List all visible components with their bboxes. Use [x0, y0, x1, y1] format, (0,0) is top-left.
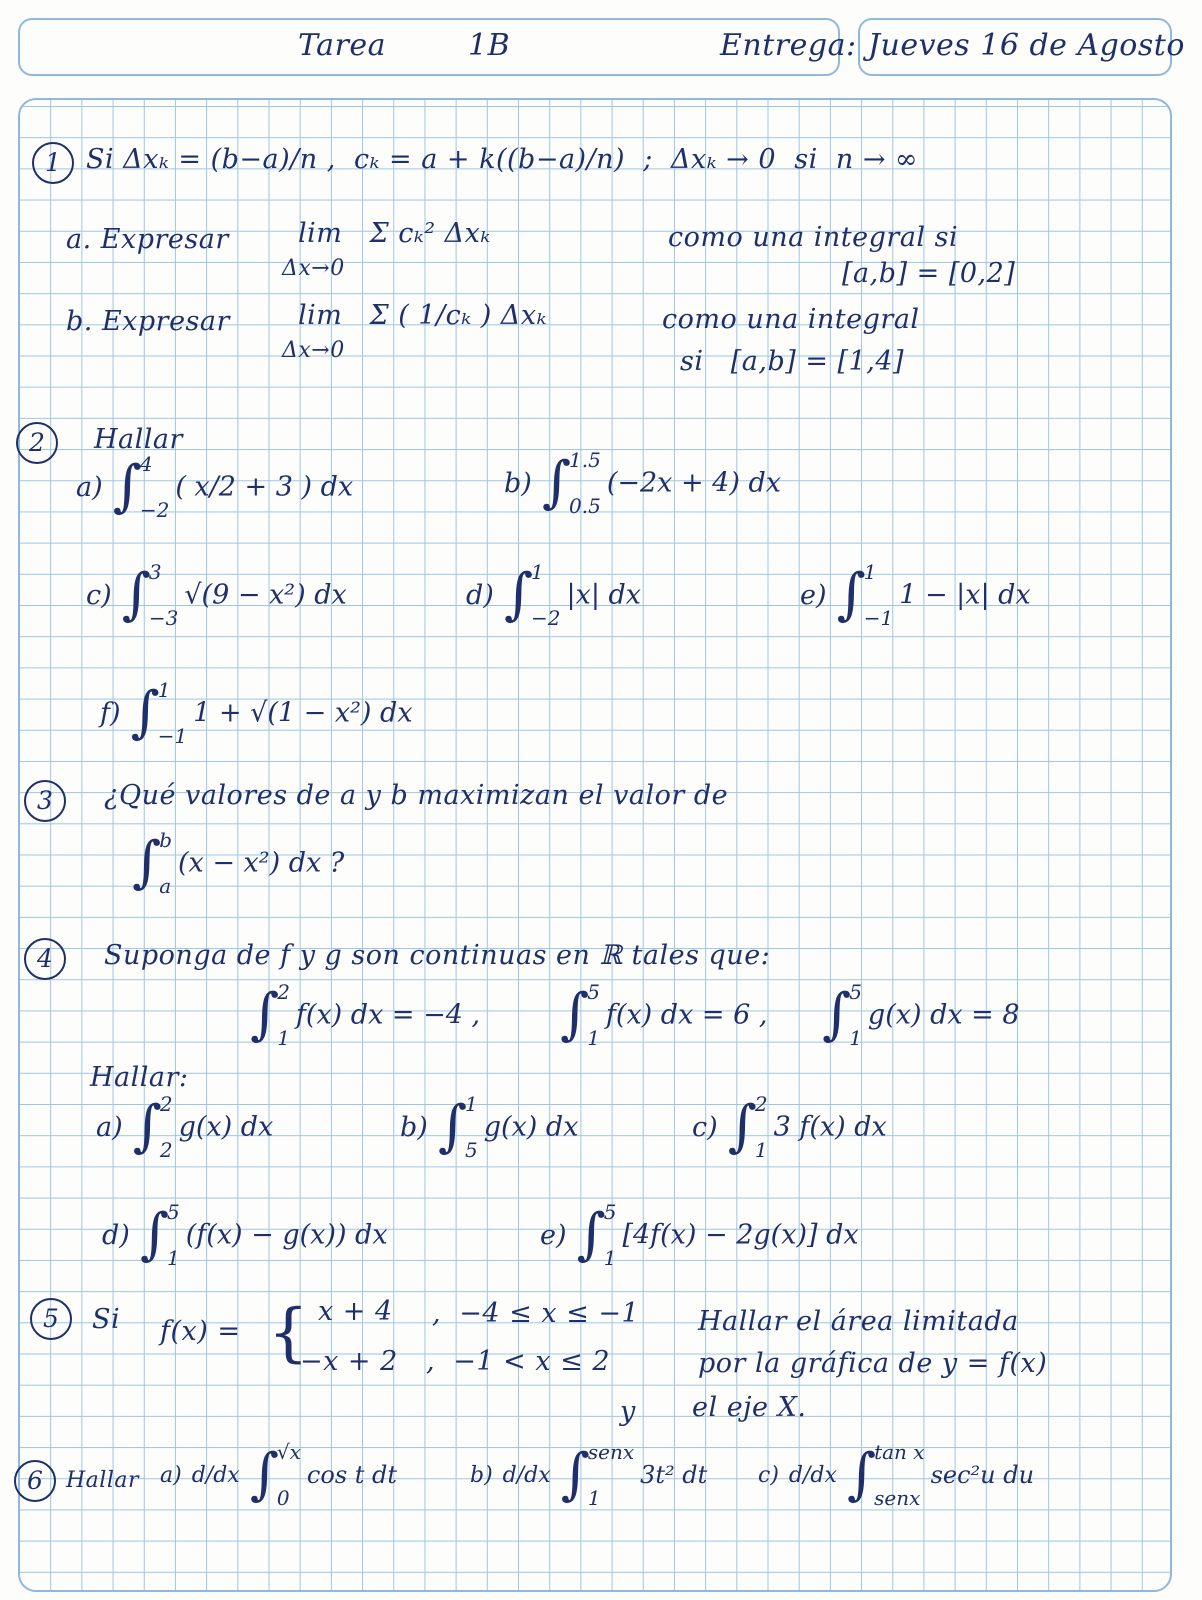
- p5-fx: f(x) =: [160, 1316, 241, 1347]
- p4d-lower: 1: [167, 1246, 180, 1270]
- p6a-upper: √x: [276, 1440, 301, 1464]
- p1a-condition: [a,b] = [0,2]: [842, 258, 1016, 289]
- p2b-upper: 1.5: [569, 448, 601, 472]
- p4-given-1: [250, 980, 480, 1050]
- p2c-upper: 3: [148, 560, 162, 584]
- p2b-label: b): [504, 467, 532, 499]
- p2e-integrand: 1 − |x| dx: [899, 579, 1031, 611]
- integral-sign-icon: ∫: [560, 982, 590, 1047]
- p6c-label: c): [758, 1462, 779, 1488]
- integral-sign-icon: ∫: [541, 450, 572, 515]
- p5-text1: Hallar el área limitada: [698, 1306, 1019, 1337]
- integral-sign-icon: ∫: [437, 1094, 468, 1159]
- problem-5-number: 5: [30, 1298, 72, 1340]
- p4-statement: Suponga de f y g son continuas en ℝ tales que:: [104, 940, 771, 971]
- integral-sign-icon: ∫: [822, 982, 852, 1047]
- p4-given-2-lower: 1: [587, 1026, 600, 1050]
- p4-hallar: Hallar:: [90, 1062, 189, 1093]
- p2e-label: e): [800, 579, 827, 611]
- p4e-integrand: [4f(x) − 2g(x)] dx: [622, 1219, 859, 1251]
- p2b-integrand: (−2x + 4) dx: [606, 467, 781, 499]
- p6b-expression: [470, 1440, 707, 1510]
- p5-y: y: [620, 1396, 636, 1427]
- p3-lower: a: [159, 874, 172, 898]
- p5-text2: por la gráfica de y = f(x): [698, 1348, 1048, 1379]
- p4e-label: e): [540, 1219, 567, 1251]
- p2-title: Hallar: [94, 424, 183, 455]
- p6a-lower: 0: [276, 1486, 290, 1510]
- p4a-integral: [96, 1092, 273, 1162]
- integral-sign-icon: ∫: [576, 1202, 606, 1267]
- integral-sign-icon: ∫: [121, 562, 151, 627]
- p4d-label: d): [102, 1219, 130, 1251]
- integral-sign-icon: ∫: [139, 1202, 170, 1267]
- p1a-label: a. Expresar: [66, 224, 229, 255]
- p4d-upper: 5: [167, 1200, 180, 1224]
- problem-4-number: 4: [24, 938, 66, 980]
- p2b-lower: 0.5: [569, 494, 601, 518]
- p4a-integrand: g(x) dx: [178, 1111, 274, 1143]
- header-code: 1B: [468, 28, 511, 63]
- header-title: Tarea: [298, 28, 387, 63]
- p4b-integrand: g(x) dx: [483, 1111, 579, 1143]
- p6b-integrand: 3t² dt: [640, 1461, 708, 1489]
- p1a-text: como una integral si: [668, 222, 959, 253]
- p6b-upper: senx: [587, 1440, 635, 1464]
- p2f-integrand: 1 + √(1 − x²) dx: [193, 697, 413, 729]
- p4-given-3-body: g(x) dx = 8: [867, 999, 1020, 1031]
- p2a-upper: 4: [139, 452, 153, 476]
- p2d-lower: −2: [531, 606, 561, 630]
- p4-given-1-upper: 2: [277, 980, 290, 1004]
- p4c-lower: 1: [754, 1138, 768, 1162]
- p6b-lower: 1: [587, 1486, 601, 1510]
- integral-sign-icon: ∫: [846, 1442, 877, 1507]
- p4b-label: b): [400, 1111, 428, 1143]
- p4e-lower: 1: [603, 1246, 617, 1270]
- p6a-integrand: cos t dt: [306, 1461, 398, 1489]
- p5-case1: x + 4: [318, 1296, 393, 1327]
- header-left-box: [18, 18, 840, 76]
- p2e-lower: −1: [863, 606, 894, 630]
- p6c-integrand: sec²u du: [930, 1461, 1035, 1489]
- p2c-label: c): [86, 579, 112, 611]
- p3-question: ¿Qué valores de a y b maximizan el valor de: [104, 780, 729, 811]
- p1-definition: Si Δxₖ = (b−a)/n , cₖ = a + k((b−a)/n) ; Δxₖ → 0 si n → ∞: [86, 144, 919, 175]
- p1b-text: como una integral: [662, 304, 920, 335]
- p2c-integral: [86, 560, 347, 630]
- p4b-integral: [400, 1092, 578, 1162]
- p3-integrand: (x − x²) dx ?: [178, 847, 345, 879]
- due-date: Jueves 16 de Agosto: [868, 28, 1185, 63]
- p4-given-2: [560, 980, 767, 1050]
- p5-si: Si: [92, 1304, 121, 1335]
- integral-sign-icon: ∫: [250, 982, 280, 1047]
- p4-given-3-lower: 1: [849, 1026, 862, 1050]
- p6a-label: a): [160, 1462, 182, 1488]
- p4c-upper: 2: [754, 1092, 768, 1116]
- p6c-lower: senx: [874, 1486, 921, 1510]
- p5-case2: −x + 2: [300, 1346, 398, 1377]
- p2f-label: f): [100, 697, 121, 729]
- p4a-label: a): [96, 1111, 123, 1143]
- p4b-lower: 5: [465, 1138, 478, 1162]
- p2a-integral: [76, 452, 353, 522]
- p5-cond1: , −4 ≤ x ≤ −1: [432, 1298, 640, 1329]
- p2b-integral: [504, 448, 781, 518]
- p4-given-2-upper: 5: [587, 980, 600, 1004]
- p2d-integrand: |x| dx: [566, 579, 642, 611]
- p4a-lower: 2: [159, 1138, 173, 1162]
- p2f-upper: 1: [157, 678, 171, 702]
- integral-sign-icon: ∫: [727, 1094, 757, 1159]
- problem-6-number: 6: [14, 1460, 56, 1502]
- p1b-condition: si [a,b] = [1,4]: [680, 346, 905, 377]
- p4a-upper: 2: [159, 1092, 173, 1116]
- p2a-integrand: ( x/2 + 3 ) dx: [175, 471, 354, 503]
- p2d-label: d): [466, 579, 494, 611]
- problem-3-number: 3: [24, 780, 66, 822]
- p6b-derivative: d/dx: [502, 1462, 551, 1488]
- p1b-label: b. Expresar: [66, 306, 230, 337]
- p5-cond2: , −1 < x ≤ 2: [426, 1346, 611, 1377]
- p4e-integral: [540, 1200, 859, 1270]
- p4b-upper: 1: [465, 1092, 478, 1116]
- p2f-lower: −1: [157, 724, 188, 748]
- p6b-label: b): [470, 1462, 493, 1488]
- p4-given-1-body: f(x) dx = −4 ,: [295, 999, 481, 1031]
- p2d-integral: [466, 560, 641, 630]
- integral-sign-icon: ∫: [112, 454, 142, 519]
- integral-sign-icon: ∫: [560, 1442, 590, 1507]
- integral-sign-icon: ∫: [836, 562, 866, 627]
- p2d-upper: 1: [531, 560, 544, 584]
- p4d-integral: [102, 1200, 388, 1270]
- p1b-expression: lim Σ ( 1/cₖ ) Δxₖ: [298, 300, 547, 331]
- integral-sign-icon: ∫: [249, 1442, 279, 1507]
- p4-given-3: [822, 980, 1020, 1050]
- piecewise-brace-icon: {: [268, 1296, 310, 1370]
- p3-upper: b: [159, 828, 172, 852]
- p1a-limit-sub: Δx→0: [282, 256, 345, 281]
- p4-given-1-lower: 1: [277, 1026, 290, 1050]
- p6c-upper: tan x: [874, 1440, 925, 1464]
- p3-integral: [132, 828, 344, 898]
- p6-title: Hallar: [66, 1468, 140, 1493]
- p6a-expression: [160, 1440, 397, 1510]
- p4c-label: c): [692, 1111, 718, 1143]
- p2c-lower: −3: [148, 606, 179, 630]
- p2e-integral: [800, 560, 1031, 630]
- p2f-integral: [100, 678, 413, 748]
- p1b-limit-sub: Δx→0: [282, 338, 345, 363]
- integral-sign-icon: ∫: [132, 1094, 162, 1159]
- p6c-derivative: d/dx: [788, 1462, 837, 1488]
- p4d-integrand: (f(x) − g(x)) dx: [185, 1219, 388, 1251]
- p6c-expression: [758, 1440, 1034, 1510]
- p4c-integral: [692, 1092, 887, 1162]
- p4-given-3-upper: 5: [849, 980, 862, 1004]
- problem-2-number: 2: [16, 422, 58, 464]
- p5-text3: el eje X.: [692, 1392, 807, 1423]
- p4-given-2-body: f(x) dx = 6 ,: [605, 999, 768, 1031]
- p4e-upper: 5: [603, 1200, 617, 1224]
- p1a-expression: lim Σ cₖ² Δxₖ: [298, 218, 491, 249]
- due-label: Entrega:: [720, 28, 857, 63]
- integral-sign-icon: ∫: [503, 562, 534, 627]
- p2c-integrand: √(9 − x²) dx: [184, 579, 347, 611]
- p6a-derivative: d/dx: [191, 1462, 240, 1488]
- problem-1-number: 1: [32, 142, 74, 184]
- p2a-lower: −2: [139, 498, 170, 522]
- integral-sign-icon: ∫: [132, 830, 162, 895]
- p2e-upper: 1: [863, 560, 877, 584]
- p4c-integrand: 3 f(x) dx: [773, 1111, 887, 1143]
- integral-sign-icon: ∫: [130, 680, 160, 745]
- p2a-label: a): [76, 471, 103, 503]
